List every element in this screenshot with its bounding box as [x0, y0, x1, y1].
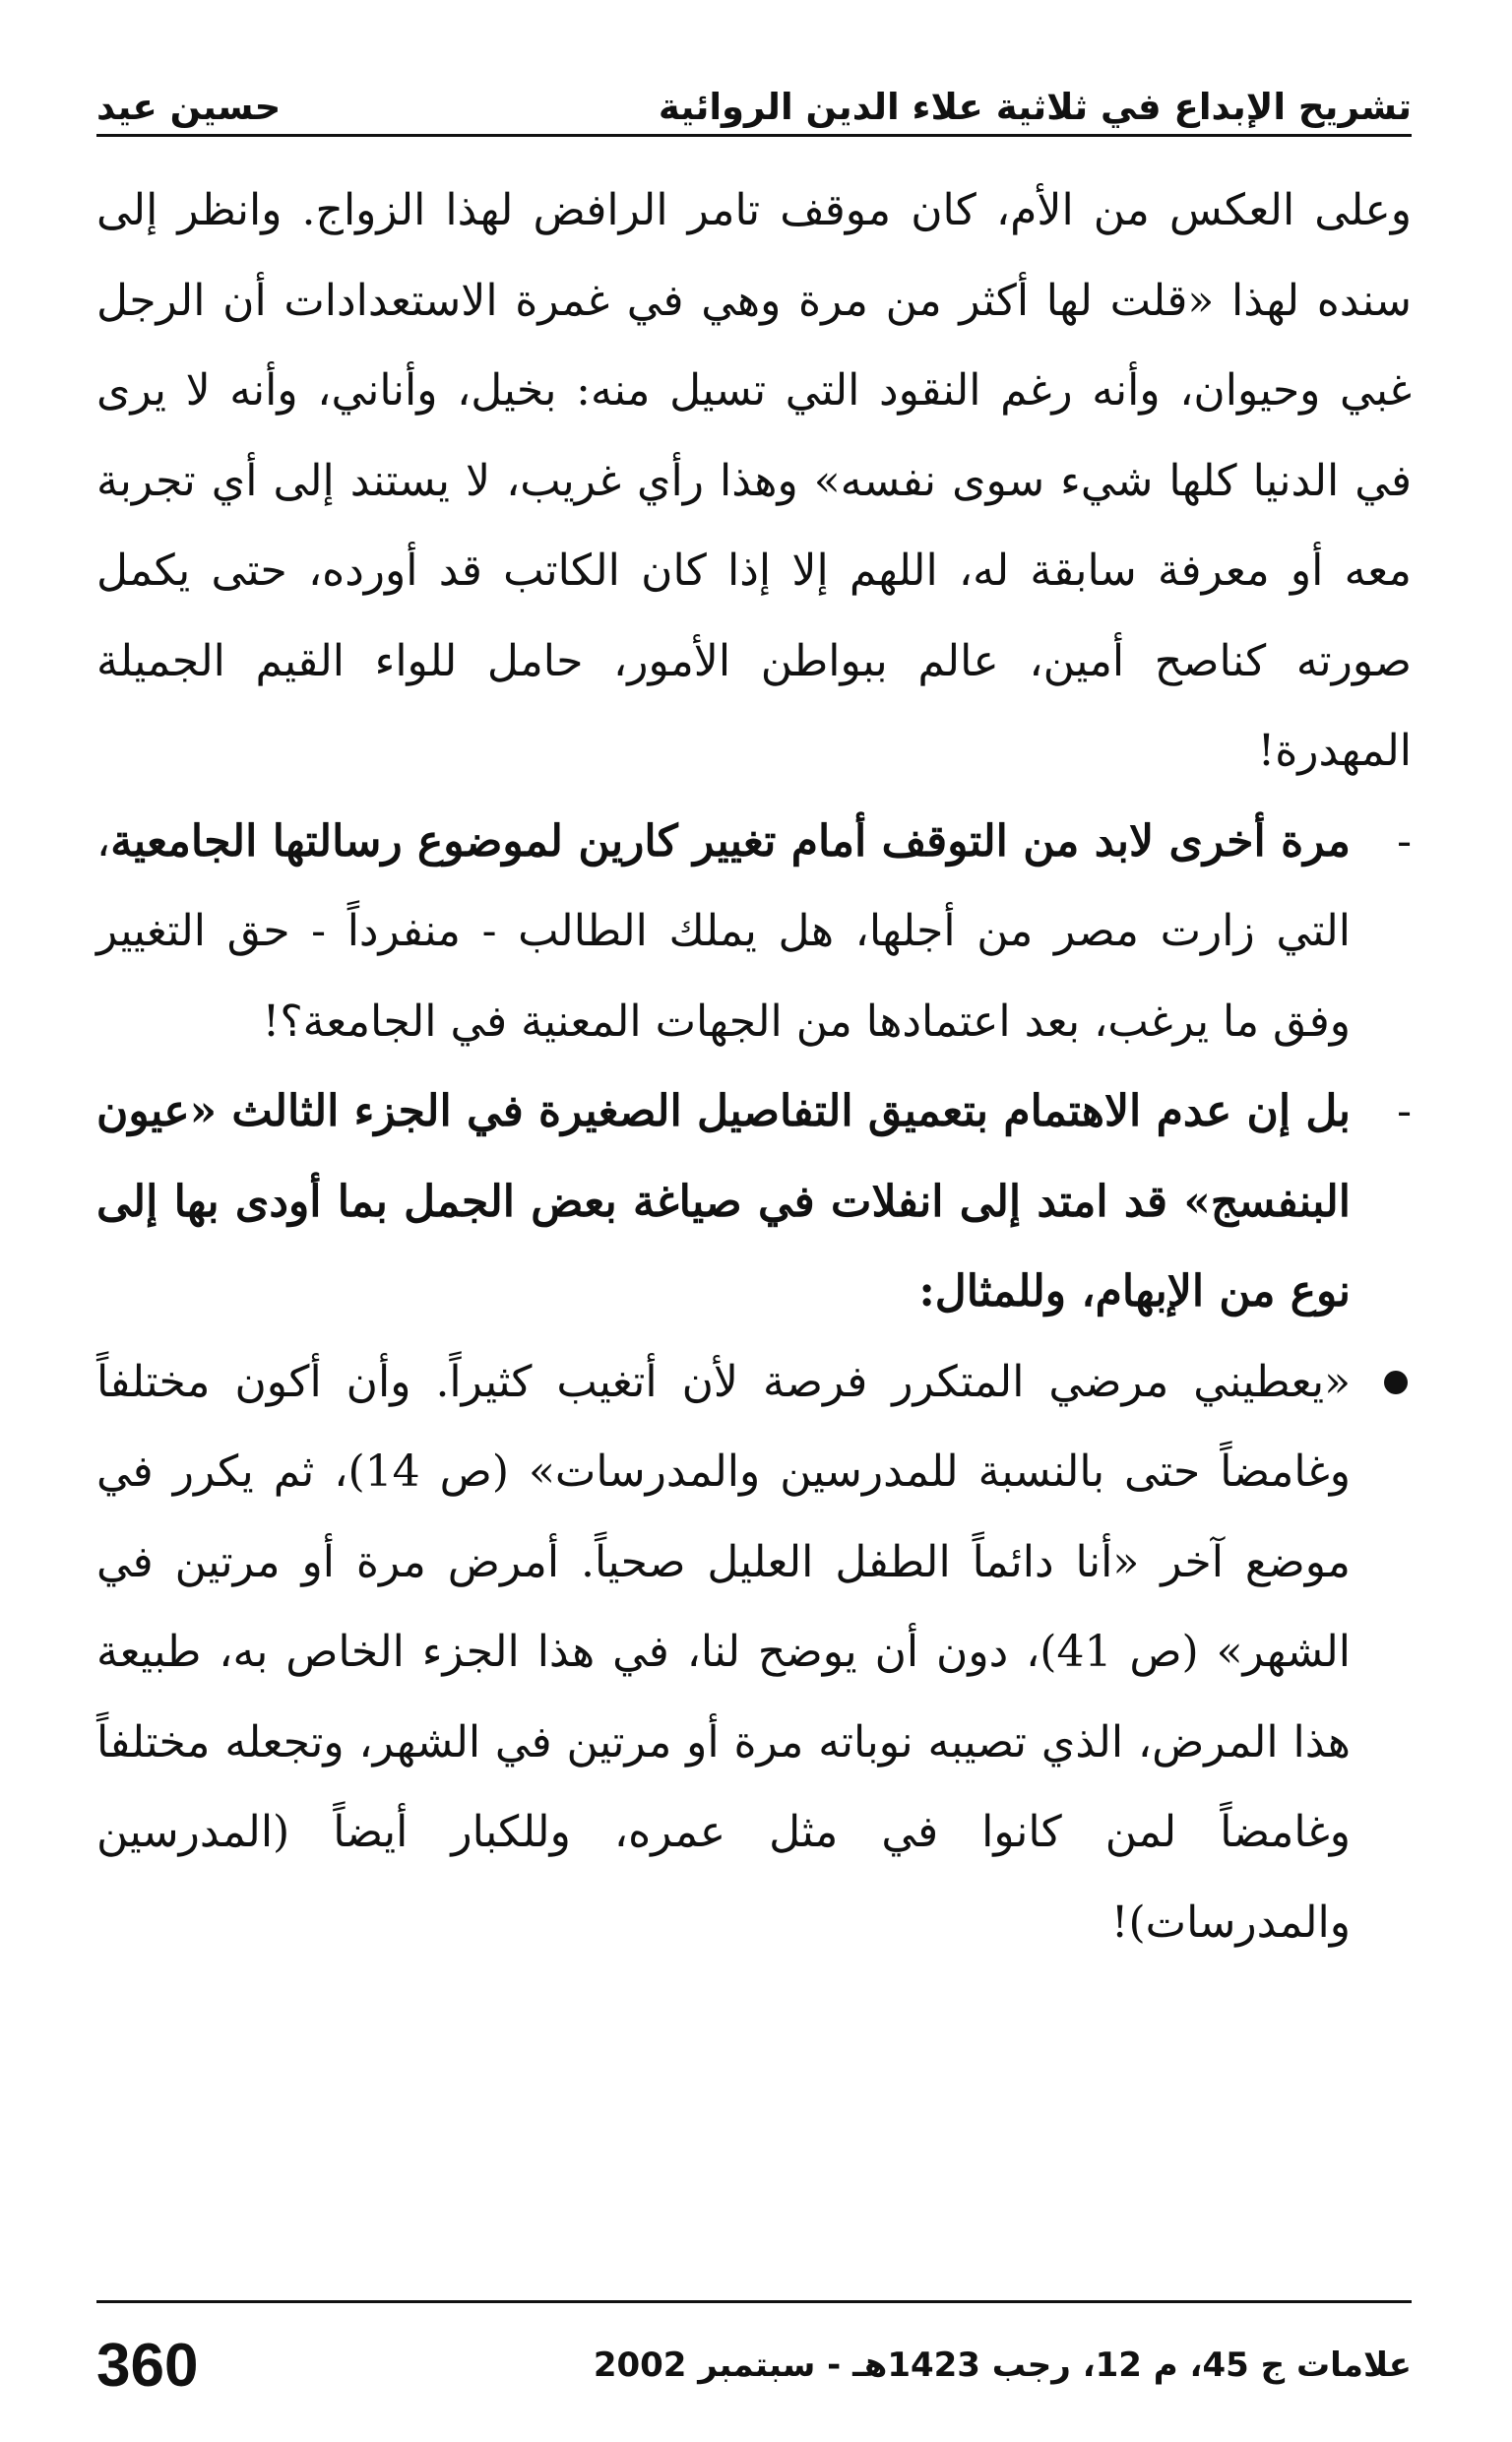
- dash-item-bold-text: مرة أخرى لابد من التوقف أمام تغيير كارين لموضوع رسالتها الجامعية: [110, 815, 1351, 867]
- bullet-item-text: «يعطيني مرضي المتكرر فرصة لأن أتغيب كثيراً. وأن أكون مختلفاً وغامضاً حتى بالنسبة للمدرسين والمدرسات» (ص 14)، ثم يكرر في موضع آخر «أنا دائماً الطفل العليل صحياً. أمرض مرة أو مرتين في الشهر» (ص 41)، دون أن يوضح لنا، في هذا الجزء الخاص به، طبيعة هذا المرض، الذي تصيبه نوباته مرة أو مرتين في الشهر، وتجعله مختلفاً وغامضاً لمن كانوا في مثل عمره، وللكبار أيضاً (المدرسين والمدرسات)!: [96, 1356, 1351, 1948]
- page-number: 360: [96, 2331, 199, 2400]
- dash-list-item: [96, 797, 1412, 1067]
- dash-marker: -: [1397, 1086, 1412, 1136]
- header-divider: [96, 134, 1412, 137]
- body-text: [96, 165, 1412, 1967]
- journal-info: علامات ج 45، م 12، رجب 1423هـ - سبتمبر 2002: [593, 2346, 1412, 2385]
- dash-item-text: ، التي زارت مصر من أجلها، هل يملك الطالب - منفرداً - حق التغيير وفق ما يرغب، بعد اعتمادها من الجهات المعنية في الجامعة؟!: [96, 815, 1351, 1047]
- header-title: تشريح الإبداع في ثلاثية علاء الدين الروائية: [658, 86, 1412, 128]
- document-page: [96, 39, 1412, 2403]
- paragraph: وعلى العكس من الأم، كان موقف تامر الرافض لهذا الزواج. وانظر إلى سنده لهذا «قلت لها أكثر من مرة وهي في غمرة الاستعدادات أن الرجل غبي وحيوان، وأنه رغم النقود التي تسيل منه: بخيل، وأناني، وأنه لا يرى في الدنيا كلها شيء سوى نفسه» وهذا رأي غريب، لا يستند إلى أي تجربة معه أو معرفة سابقة له، اللهم إلا إذا كان الكاتب قد أورده، حتى يكمل صورته كناصح أمين، عالم ببواطن الأمور، حامل للواء القيم الجميلة المهدرة!: [96, 185, 1412, 776]
- bullet-list-item: [96, 1337, 1412, 1968]
- page-footer: [96, 2326, 1412, 2405]
- dash-item-bold-text: بل إن عدم الاهتمام بتعميق التفاصيل الصغيرة في الجزء الثالث «عيون البنفسج» قد امتد إلى انفلات في صياغة بعض الجمل بما أودى بها إلى نوع من الإبهام، وللمثال:: [96, 1086, 1351, 1317]
- running-header: [96, 59, 1412, 128]
- bullet-dot-icon: [1384, 1371, 1408, 1394]
- dash-list-item: [96, 1066, 1412, 1337]
- header-author: حسين عيد: [96, 86, 282, 128]
- dash-marker: -: [1397, 815, 1412, 867]
- footer-divider: [96, 2300, 1412, 2303]
